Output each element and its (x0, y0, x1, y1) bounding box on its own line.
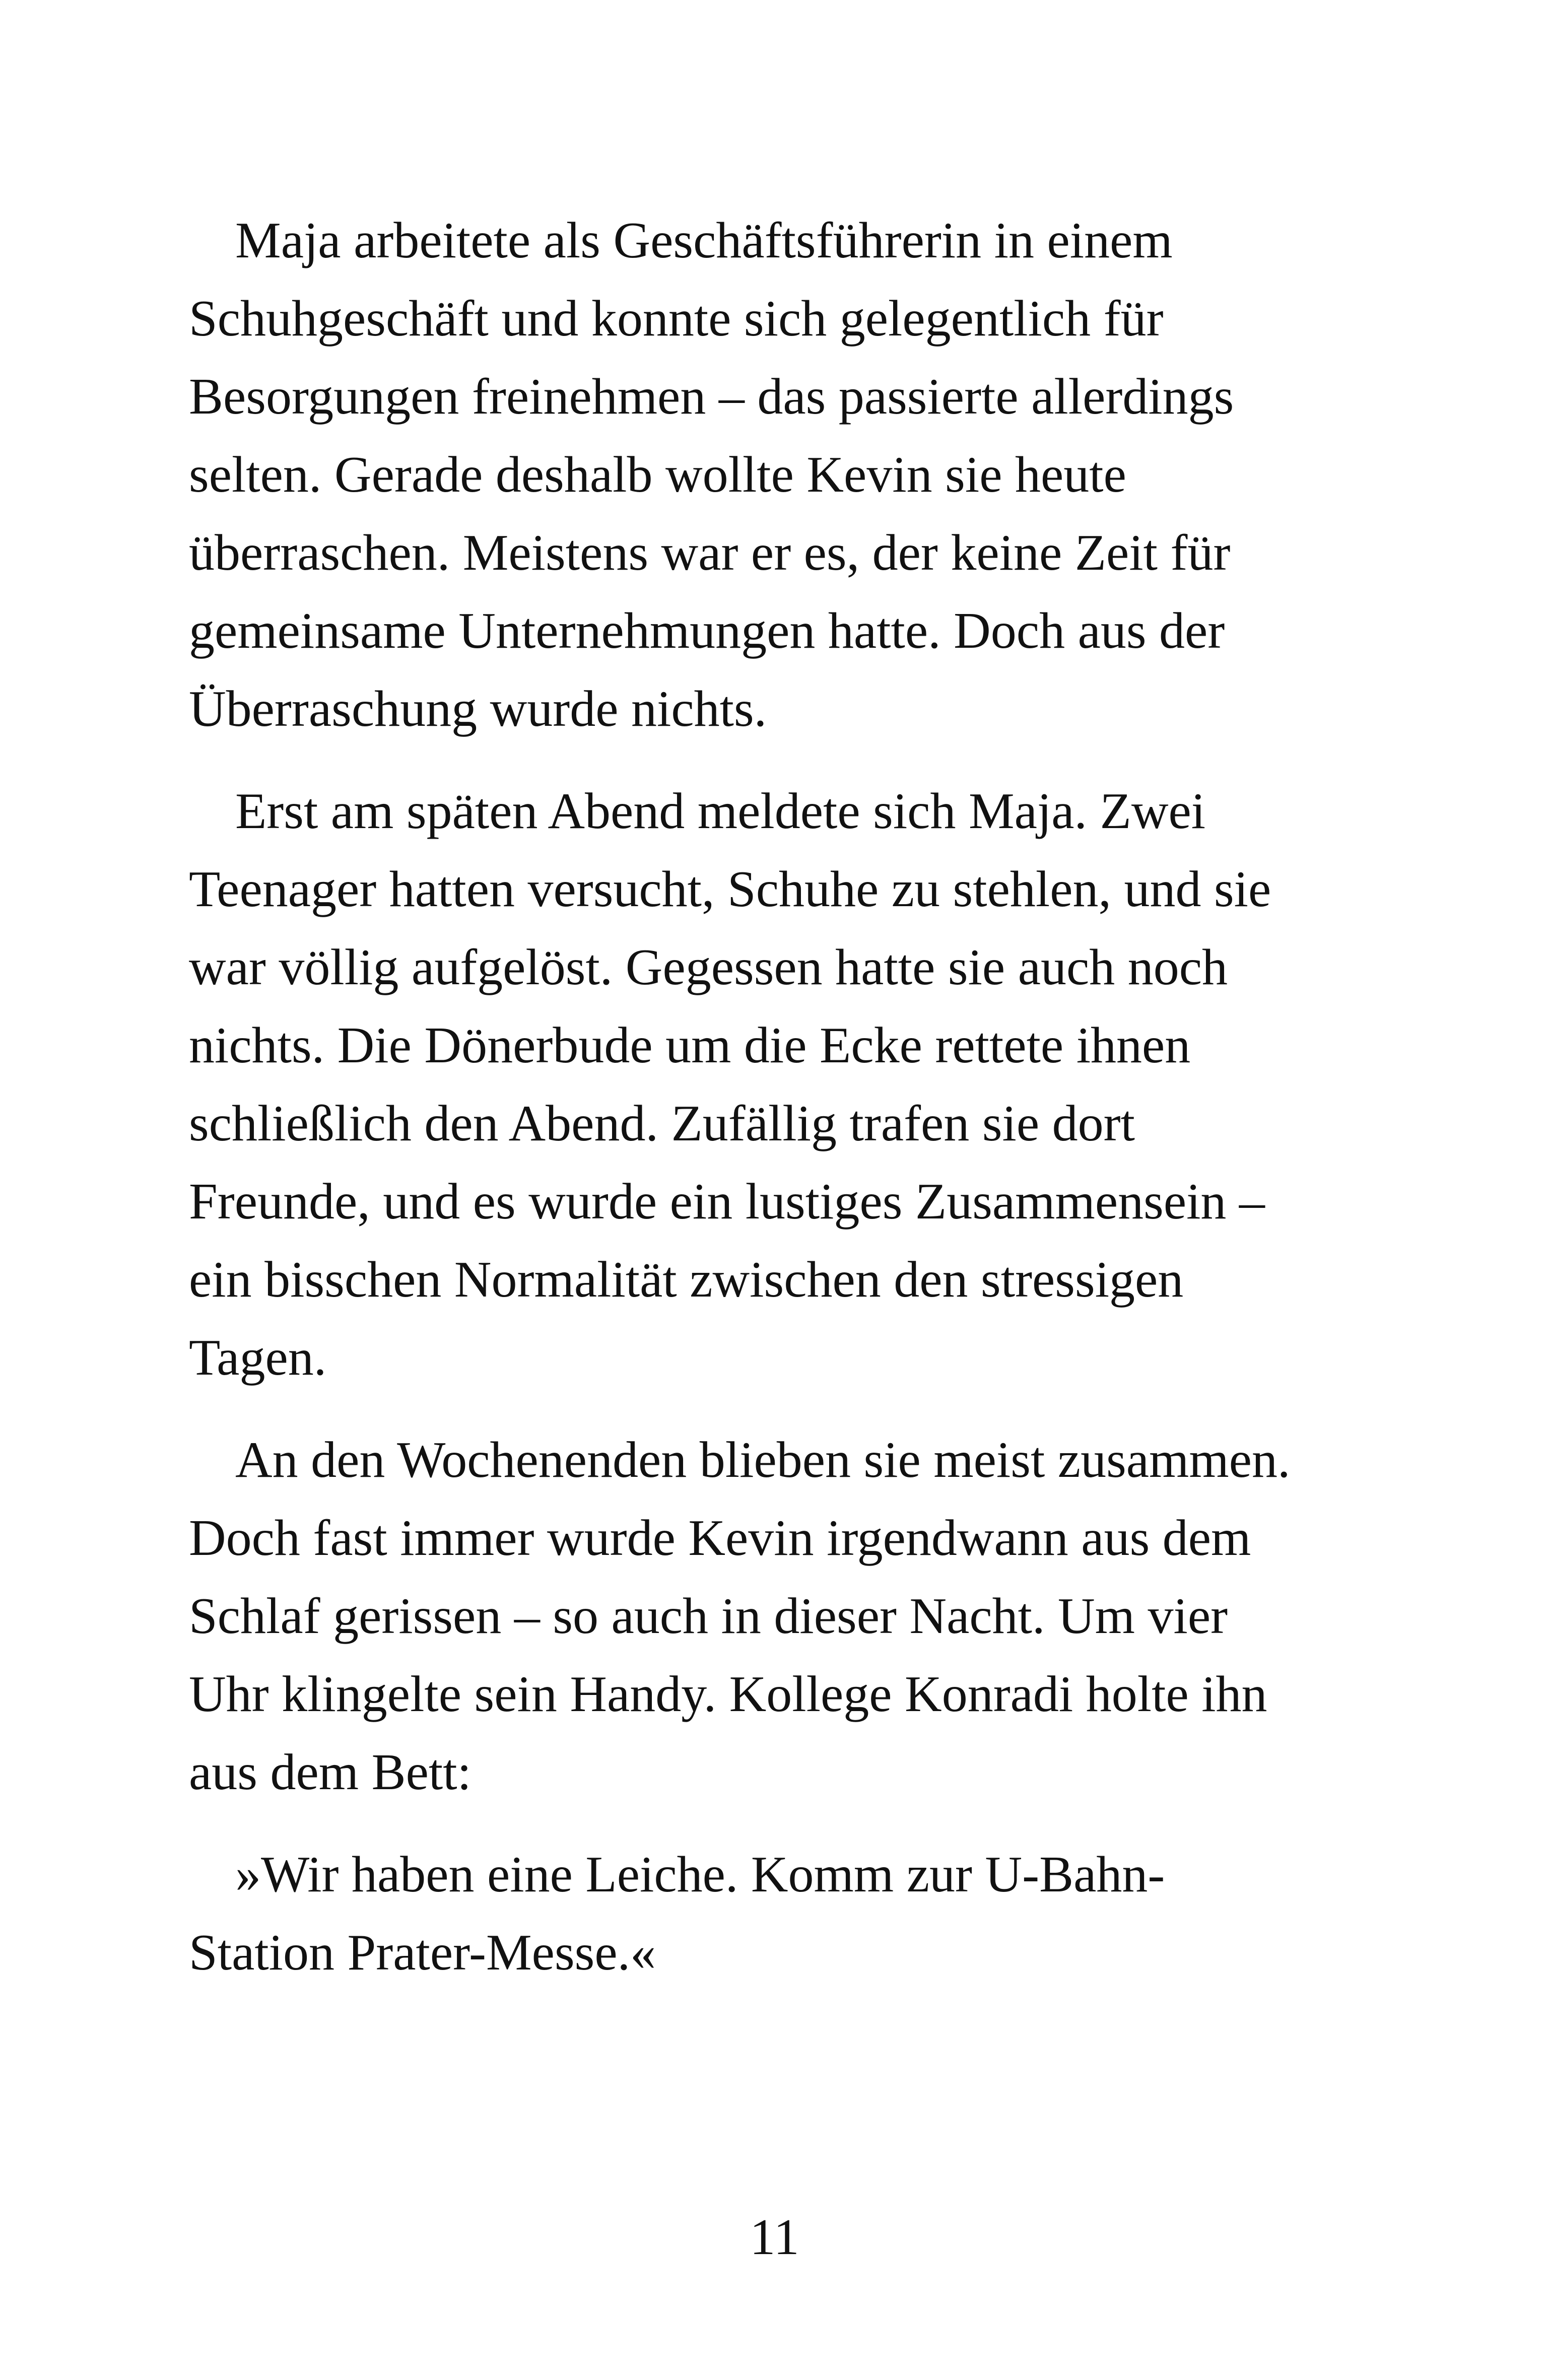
text-line: Maja arbeitete als Geschäftsführerin in einem (235, 212, 1173, 269)
text-line: selten. Gerade deshalb wollte Kevin sie heute (189, 446, 1126, 503)
text-line: war völlig aufgelöst. Gegessen hatte sie auch noch (189, 939, 1228, 996)
text-line: Tagen. (189, 1329, 327, 1386)
body-text (189, 201, 1368, 2016)
text-line: Schlaf gerissen – so auch in dieser Nacht. Um vier (189, 1588, 1228, 1645)
text-line: Erst am späten Abend meldete sich Maja. Zwei (235, 783, 1206, 840)
text-line: überraschen. Meistens war er es, der keine Zeit für (189, 524, 1231, 581)
text-line: An den Wochenenden blieben sie meist zusammen. (235, 1432, 1291, 1488)
text-line: Schuhgeschäft und konnte sich gelegentlich für (189, 290, 1164, 347)
text-line: Uhr klingelte sein Handy. Kollege Konradi holte ihn (189, 1666, 1267, 1723)
text-line: Station Prater-Messe.« (189, 1924, 656, 1981)
text-line: Besorgungen freinehmen – das passierte allerdings (189, 368, 1234, 425)
paragraph-3 (189, 1421, 1368, 1811)
text-line: aus dem Bett: (189, 1744, 472, 1801)
text-line: Überraschung wurde nichts. (189, 681, 767, 737)
text-line: Freunde, und es wurde ein lustiges Zusammensein – (189, 1173, 1265, 1230)
paragraph-2 (189, 772, 1368, 1397)
text-line: Doch fast immer wurde Kevin irgendwann aus dem (189, 1510, 1251, 1567)
text-line: »Wir haben eine Leiche. Komm zur U-Bahn- (235, 1846, 1165, 1903)
paragraph-4 (189, 1835, 1368, 1992)
text-line: gemeinsame Unternehmungen hatte. Doch aus der (189, 602, 1225, 659)
text-line: ein bisschen Normalität zwischen den stressigen (189, 1251, 1184, 1308)
paragraph-1 (189, 201, 1368, 748)
text-line: Teenager hatten versucht, Schuhe zu stehlen, und sie (189, 861, 1271, 918)
text-line: schließlich den Abend. Zufällig trafen sie dort (189, 1095, 1135, 1152)
text-line: nichts. Die Dönerbude um die Ecke rettete ihnen (189, 1017, 1191, 1074)
page-number: 11 (750, 2209, 799, 2266)
